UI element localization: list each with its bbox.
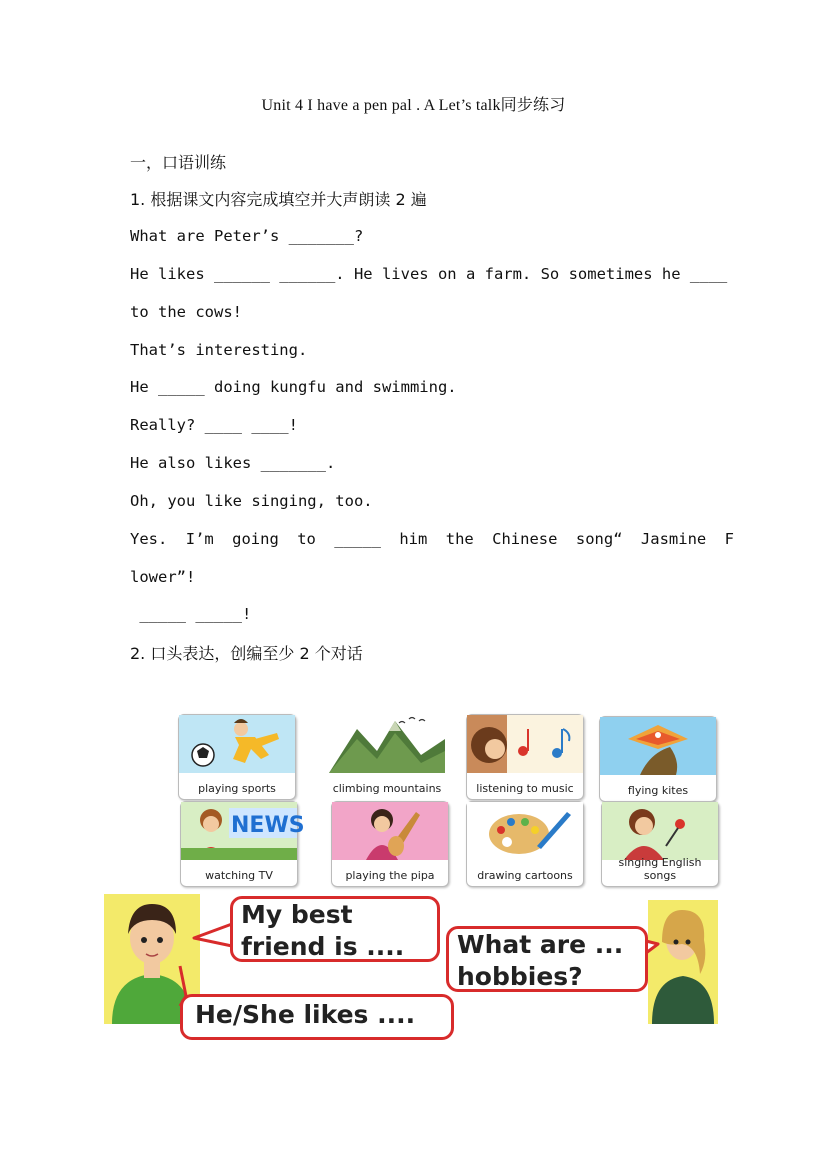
text-line: Yes. I’m going to _____ him the Chinese song“ Jasmine F [130, 530, 734, 548]
text-line: That’s interesting. [130, 341, 308, 359]
text-line: Really? ____ ____! [130, 416, 298, 434]
text-line: What are Peter’s _______? [130, 227, 364, 245]
activity-playing-the-pipa [331, 801, 449, 887]
activity-flying-kites [599, 716, 717, 802]
activity-watching-tv [180, 801, 305, 887]
girl-icon [648, 900, 718, 1024]
activity-label: playing sports [198, 782, 276, 795]
text-line: He likes ______ ______. He lives on a farm. So sometimes he ____ [130, 265, 728, 283]
palette-icon [467, 802, 583, 860]
activity-label: watching TV [205, 869, 273, 882]
text-line: He also likes _______. [130, 454, 336, 472]
text-line: He _____ doing kungfu and swimming. [130, 378, 457, 396]
activity-singing-english-songs [601, 801, 719, 887]
page-title: Unit 4 I have a pen pal . A Let’s talk同步练习 [261, 97, 566, 114]
text-line: Oh, you like singing, too. [130, 492, 373, 510]
pipa-icon [332, 802, 448, 860]
activity-drawing-cartoons [466, 801, 584, 887]
activity-label: listening to music [476, 782, 574, 795]
text-line: to the cows! [130, 303, 242, 321]
activity-playing-sports [178, 714, 296, 800]
text-line: _____ _____! [130, 605, 252, 623]
question-2: 2. 口头表达，创编至少 2 个对话 [130, 644, 363, 663]
playing-sports-icon [179, 715, 295, 773]
activity-label: singing English songs [618, 856, 702, 882]
bubble-text: hobbies? [457, 962, 583, 991]
text-line: lower”! [130, 568, 196, 586]
question-1: 1. 根据课文内容完成填空并大声朗读 2 遍 [130, 190, 427, 209]
activity-climbing-mountains [328, 714, 446, 800]
speech-bubble-best-friend [230, 896, 440, 962]
mountain-icon [329, 715, 445, 773]
tv-icon [181, 802, 305, 860]
news-text: NEWS [231, 813, 305, 838]
activity-listening-to-music [466, 714, 584, 800]
kite-icon [600, 717, 716, 775]
activity-label: playing the pipa [345, 869, 435, 882]
activity-label: flying kites [627, 784, 689, 797]
activity-label: climbing mountains [332, 782, 442, 795]
microphone-icon [602, 802, 718, 860]
bubble-text: What are ... [457, 930, 624, 959]
section-heading: 一，口语训练 [130, 153, 227, 172]
bubble-text: He/She likes .... [195, 1000, 416, 1029]
speech-bubble-likes [180, 994, 454, 1040]
speech-bubble-hobbies [446, 926, 648, 992]
music-note-icon [467, 715, 583, 773]
activity-label: drawing cartoons [477, 869, 573, 882]
bubble-text: friend is .... [241, 932, 405, 961]
bubble-text: My best [241, 900, 353, 929]
